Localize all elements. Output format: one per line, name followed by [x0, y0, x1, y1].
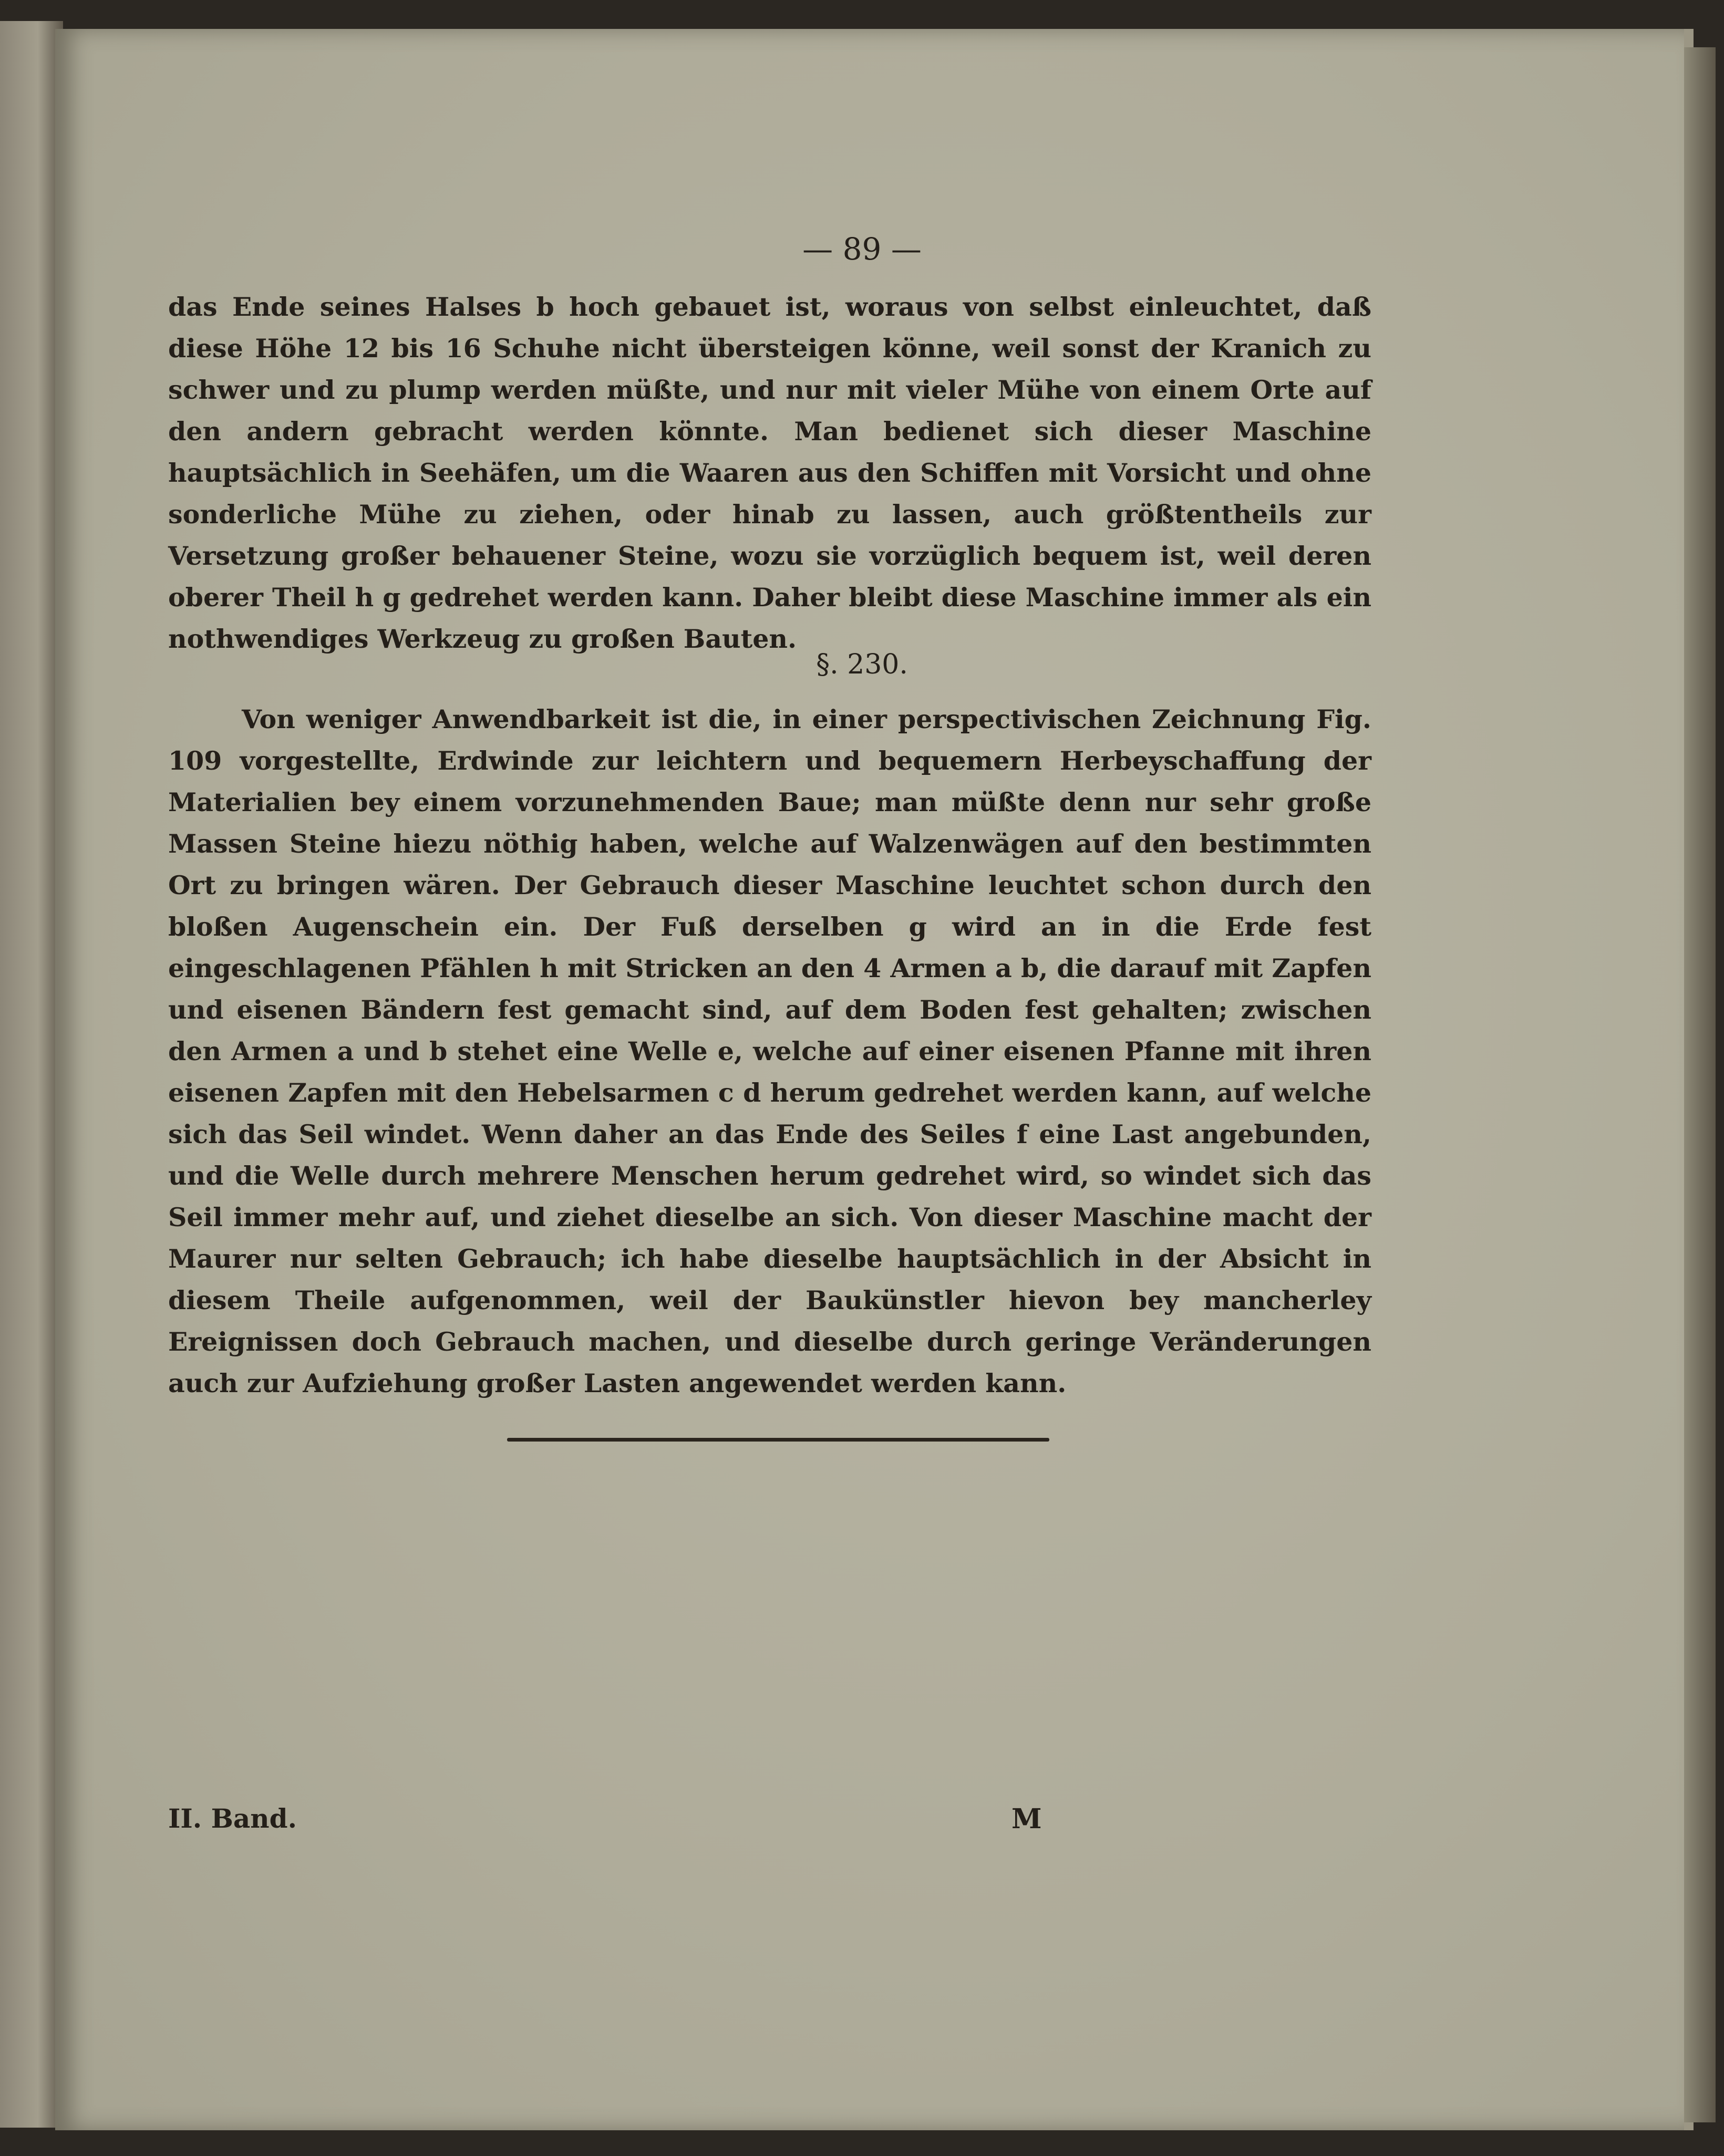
paragraph-continuation: das Ende seines Halses b hoch gebauet ist, woraus von selbst einleuchtet, daß diese Höhe 12 bis 16 Schuhe nicht übersteigen könne, weil sonst der Kranich zu schwer und zu plump werden müßte, und nur mit vieler Mühe von einem Orte auf den andern gebracht werden könnte. Man bedienet sich dieser Maschine hauptsächlich in Seehäfen, um die Waaren aus den Schiffen mit Vorsicht und ohne sonderliche Mühe zu ziehen, oder hinab zu lassen, auch größtentheils zur Versetzung großer behauener Steine, wozu sie vorzüglich bequem ist, weil deren oberer Theil h g gedrehet werden kann. Daher bleibt diese Maschine immer als ein nothwendiges Werkzeug zu großen Bauten.	[168, 292, 1371, 654]
section-end-rule	[507, 1438, 1049, 1442]
right-page-edge	[1684, 47, 1716, 2122]
footer-signature-mark: M	[1011, 1803, 1042, 1835]
paragraph-section-230: Von weniger Anwendbarkeit ist die, in einer perspectivischen Zeichnung Fig. 109 vorgestellte, Erdwinde zur leichtern und bequemern Herbeyschaffung der Materialien bey einem vorzunehmenden Baue; man müßte denn nur sehr große Massen Steine hiezu nöthig haben, welche auf Walzenwägen auf den bestimmten Ort zu bringen wären. Der Gebrauch dieser Maschine leuchtet schon durch den bloßen Augenschein ein. Der Fuß derselben g wird an in die Erde fest eingeschlagenen Pfählen h mit Stricken an den 4 Armen a b, die darauf mit Zapfen und eisenen Bändern fest gemacht sind, auf dem Boden fest gehalten; zwischen den Armen a und b stehet eine Welle e, welche auf einer eisenen Pfanne mit ihren eisenen Zapfen mit den Hebelsarmen c d herum gedrehet werden kann, auf welche sich das Seil windet. Wenn daher an das Ende des Seiles f eine Last angebunden, und die Welle durch mehrere Menschen herum gedrehet wird, so windet sich das Seil immer mehr auf, und ziehet dieselbe an sich. Von dieser Maschine macht der Maurer nur selten Gebrauch; ich habe dieselbe hauptsächlich in der Absicht in diesem Theile aufgenommen, weil der Baukünstler hievon bey mancherley Ereignissen doch Gebrauch machen, und dieselbe durch geringe Veränderungen auch zur Aufziehung großer Lasten angewendet werden kann.	[168, 704, 1371, 1398]
footer-volume-label: II. Band.	[168, 1803, 297, 1834]
left-page-edge	[0, 21, 63, 2128]
page-number: — 89 —	[802, 231, 922, 267]
section-heading: §. 230.	[816, 649, 908, 680]
